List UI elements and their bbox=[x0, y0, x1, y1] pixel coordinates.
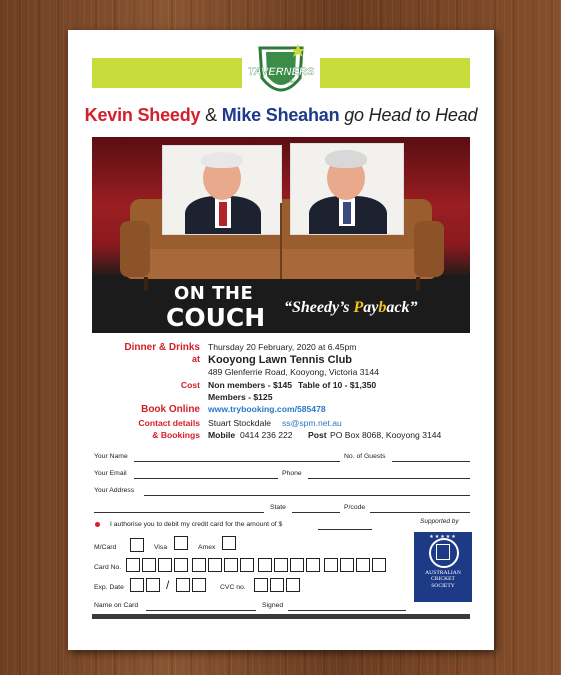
couch-cushion-divider bbox=[280, 203, 282, 279]
hair bbox=[325, 150, 367, 168]
email-label: Your Email bbox=[94, 470, 127, 477]
your-name-label: Your Name bbox=[94, 453, 128, 460]
couch-leg bbox=[144, 277, 148, 291]
on-the-couch-title bbox=[166, 285, 265, 330]
booking-link[interactable]: www.trybooking.com/585478 bbox=[208, 404, 326, 414]
card-digit-box[interactable] bbox=[258, 558, 272, 572]
contact-name: Stuart Stockdale bbox=[208, 418, 272, 428]
stars-icon: ★★★★★ bbox=[429, 534, 457, 540]
australian-cricket-society-logo bbox=[414, 532, 472, 602]
event-flyer bbox=[68, 30, 494, 650]
headline-tail: go Head to Head bbox=[344, 105, 478, 125]
supported-by-label: Supported by bbox=[420, 518, 459, 525]
phone-field[interactable] bbox=[308, 478, 470, 479]
lime-bar-left bbox=[92, 58, 242, 88]
post-label: Post bbox=[308, 430, 327, 440]
contact-email[interactable]: ss@spm.net.au bbox=[282, 418, 342, 428]
card-digit-box[interactable] bbox=[306, 558, 320, 572]
phone-label: Phone bbox=[282, 470, 302, 477]
address-label: Your Address bbox=[94, 487, 135, 494]
name-on-card-field[interactable] bbox=[146, 610, 256, 611]
society-line2: CRICKET bbox=[431, 576, 455, 583]
cost-label: Cost bbox=[180, 380, 200, 390]
mobile-label: Mobile bbox=[208, 430, 236, 440]
headline-name1: Kevin Sheedy bbox=[84, 105, 201, 125]
book-online-label: Book Online bbox=[141, 404, 200, 415]
visa-label: Visa bbox=[154, 544, 168, 551]
on-the-text: ON THE bbox=[174, 283, 254, 304]
amex-label: Amex bbox=[198, 544, 216, 551]
cvc-box[interactable] bbox=[254, 578, 268, 592]
exp-month-box[interactable] bbox=[130, 578, 144, 592]
guests-label: No. of Guests bbox=[344, 453, 386, 460]
venue: Kooyong Lawn Tennis Club bbox=[208, 354, 353, 366]
payback-open: “Sheedy’s bbox=[284, 299, 354, 316]
society-line3: SOCIETY bbox=[431, 582, 455, 589]
visa-checkbox[interactable] bbox=[174, 536, 188, 550]
headline-amp: & bbox=[205, 105, 217, 125]
card-digit-box[interactable] bbox=[142, 558, 156, 572]
card-digit-box[interactable] bbox=[126, 558, 140, 572]
exp-year-box[interactable] bbox=[192, 578, 206, 592]
card-digit-box[interactable] bbox=[208, 558, 222, 572]
cvc-label: CVC no. bbox=[220, 584, 246, 591]
headline-name2: Mike Sheahan bbox=[221, 105, 340, 125]
card-digit-box[interactable] bbox=[158, 558, 172, 572]
at-label: at bbox=[191, 354, 200, 364]
payback-p: P bbox=[353, 299, 364, 316]
event-date: Thursday 20 February, 2020 at 6.45pm bbox=[208, 342, 357, 352]
amount-field[interactable] bbox=[318, 529, 372, 530]
footer-bar bbox=[92, 614, 470, 619]
society-line1: AUSTRALIAN bbox=[425, 570, 461, 576]
svg-text:TAVERNERS: TAVERNERS bbox=[247, 66, 315, 78]
cost-nonmembers: Non members - $145 bbox=[208, 380, 293, 390]
cost-members: Members - $125 bbox=[208, 392, 273, 402]
payback-b: b bbox=[378, 299, 387, 316]
portrait-mike-sheahan bbox=[290, 143, 404, 235]
mobile-number: 0414 236 222 bbox=[240, 430, 293, 440]
headline bbox=[68, 105, 494, 126]
mcard-checkbox[interactable] bbox=[130, 538, 144, 552]
card-digit-box[interactable] bbox=[372, 558, 386, 572]
authorise-text: I authorise you to debit my credit card for the amount of $ bbox=[110, 521, 283, 528]
your-name-field[interactable] bbox=[134, 461, 340, 462]
cvc-box[interactable] bbox=[270, 578, 284, 592]
address-field-1[interactable] bbox=[144, 495, 470, 496]
portrait-kevin-sheedy bbox=[162, 145, 282, 235]
card-digit-box[interactable] bbox=[356, 558, 370, 572]
crest-icon bbox=[436, 544, 450, 560]
state-field[interactable] bbox=[292, 512, 340, 513]
couch-photo bbox=[92, 137, 470, 333]
card-no-label: Card No. bbox=[94, 564, 122, 571]
hair bbox=[201, 152, 243, 168]
taverners-logo bbox=[242, 42, 320, 104]
address-field-2[interactable] bbox=[94, 512, 264, 513]
amex-checkbox[interactable] bbox=[222, 536, 236, 550]
signed-label: Signed bbox=[262, 602, 284, 609]
exp-slash: / bbox=[166, 578, 170, 592]
lime-bar-right bbox=[320, 58, 470, 88]
card-digit-box[interactable] bbox=[274, 558, 288, 572]
state-label: State bbox=[270, 504, 286, 511]
couch-arm-left bbox=[120, 221, 150, 277]
couch-leg bbox=[416, 277, 420, 291]
email-field[interactable] bbox=[134, 478, 278, 479]
sheedys-payback-text bbox=[284, 299, 417, 317]
signature-field[interactable] bbox=[288, 610, 406, 611]
post-address: PO Box 8068, Kooyong 3144 bbox=[330, 430, 442, 440]
cvc-box[interactable] bbox=[286, 578, 300, 592]
couch-arm-right bbox=[414, 221, 444, 277]
payback-mid: ay bbox=[363, 299, 379, 316]
card-digit-box[interactable] bbox=[240, 558, 254, 572]
card-digit-box[interactable] bbox=[192, 558, 206, 572]
cost-table: Table of 10 - $1,350 bbox=[298, 380, 377, 390]
card-digit-box[interactable] bbox=[324, 558, 338, 572]
tie bbox=[219, 202, 227, 226]
payback-end: ack” bbox=[386, 299, 418, 316]
dinner-label: Dinner & Drinks bbox=[124, 342, 200, 353]
card-digit-box[interactable] bbox=[174, 558, 188, 572]
venue-address: 489 Glenferrie Road, Kooyong, Victoria 3144 bbox=[208, 367, 379, 377]
bullet-icon bbox=[95, 522, 100, 527]
tie bbox=[343, 202, 351, 224]
bookings-label: & Bookings bbox=[152, 430, 200, 440]
card-digit-box[interactable] bbox=[340, 558, 354, 572]
svg-text:VICTORIA: VICTORIA bbox=[278, 79, 298, 84]
mcard-label: M/Card bbox=[94, 544, 117, 551]
card-digit-box[interactable] bbox=[224, 558, 238, 572]
contact-label: Contact details bbox=[138, 418, 200, 428]
name-on-card-label: Name on Card bbox=[94, 602, 139, 609]
society-name bbox=[414, 570, 472, 589]
exp-year-box[interactable] bbox=[176, 578, 190, 592]
couch-text: COUCH bbox=[166, 303, 266, 332]
guests-field[interactable] bbox=[392, 461, 470, 462]
exp-month-box[interactable] bbox=[146, 578, 160, 592]
exp-date-label: Exp. Date bbox=[94, 584, 124, 591]
postcode-label: P/code bbox=[344, 504, 366, 511]
card-digit-box[interactable] bbox=[290, 558, 304, 572]
postcode-field[interactable] bbox=[370, 512, 470, 513]
